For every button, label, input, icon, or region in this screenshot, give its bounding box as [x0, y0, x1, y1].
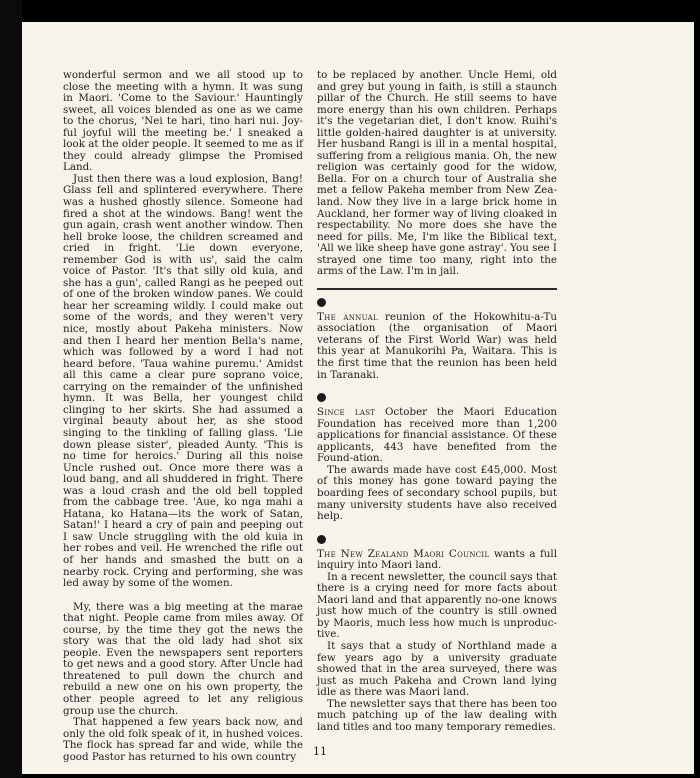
left-column	[63, 70, 303, 763]
news-text: reunion of the Hokowhitu-a-Tu association (the organisation of Maori veterans of the First World War) was held this year at Manukorihi Pa, Waitara. This is the first time that the reunion has been held in Taranaki.	[317, 310, 557, 381]
news-lead: The New Zealand Maori Council	[317, 547, 490, 560]
right-column	[317, 70, 557, 733]
news-paragraph: It says that a study of Northland made a few years ago by a university graduate showed that in the area surveyed, there was just as much Pakeha and Crown land lying idle as there was Maori land.	[317, 639, 557, 699]
news-item-education	[317, 407, 557, 465]
magazine-page	[22, 22, 694, 774]
news-text: October the Maori Education Foundation has received more than 1,200 applications for financial assistance. Of these applicants, 443 have benefited from the Found-ation.	[317, 406, 558, 465]
news-lead: Since last	[317, 406, 376, 419]
page-number: 11	[313, 745, 327, 758]
bullet-dot-icon	[317, 393, 326, 402]
page-edge-shadow	[694, 0, 700, 778]
news-paragraph: The awards made have cost £45,000. Most of this money has gone toward paying the boarding fees of secondary school pupils, but many university students have also received help.	[317, 463, 557, 523]
story-paragraph: My, there was a big meeting at the marae that night. People came from miles away. Of course, by the time they got the news the story was that the old lady had shot six people. Even the newspapers sent reporters to get news and a good story. After Uncle had threatened to pull down the church and rebuild a new one on his own property, the other people agreed to let any religious group use the church.	[63, 600, 303, 717]
story-paragraph: wonderful sermon and we all stood up to close the meeting with a hymn. It was sung in Maori. 'Come to the Saviour.' Hauntingly sweet, all voices blended as one as we came to the chorus, 'Nei te hari, tino hari nui. Joy-ful joyful will the meeting be.' I sneaked a look at the older people. It seemed to me as if they could already glimpse the Promised Land.	[63, 69, 303, 174]
news-text: wants a full inquiry into Maori land.	[317, 547, 557, 572]
news-lead: The annual	[317, 310, 378, 323]
bullet-dot-icon	[317, 298, 326, 307]
news-item-maori-council	[317, 549, 557, 572]
news-paragraph: The newsletter says that there has been too much patching up of the law dealing with land titles and too many temporary remedies.	[317, 697, 557, 733]
story-paragraph: to be replaced by another. Uncle Hemi, old and grey but young in faith, is still a staunch pillar of the Church. He still seems to have more energy than his own children. Perhaps it's the vegetarian diet, I don't know. Ruihi's little golden-haired daughter is at university. Her husband Rangi is ill in a mental hospital, suffering from a religious mania. Oh, the new religion was certainly good for the widow, Bella. For on a church tour of Australia she met a fellow Pakeha member from New Zea-land. Now they live in a large brick home in Auckland, her former way of living cloaked in respectability. No more does she have the need for pills. Me, I'm like the Biblical text, 'All we like sheep have gone astray'. You see I strayed one time too many, right into the arms of the Law. I'm in jail.	[317, 69, 557, 278]
book-binding-shadow	[0, 0, 22, 778]
bullet-dot-icon	[317, 535, 326, 544]
section-divider	[317, 288, 557, 290]
news-item-reunion	[317, 312, 557, 381]
story-paragraph: That happened a few years back now, and only the old folk speak of it, in hushed voices. The flock has spread far and wide, while the good Pastor has returned to his own country	[63, 716, 303, 763]
news-paragraph: In a recent newsletter, the council says that there is a crying need for more facts about Maori land and that apparently no-one knows just how much of the country is still owned by Maoris, much less how much is unproduc-tive.	[317, 570, 557, 641]
story-paragraph: Just then there was a loud explosion, Bang! Glass fell and splintered everywhere. There was a hushed ghostly silence. Someone had fired a shot at the windows. Bang! went the gun again, crash went another window. Then hell broke loose, the children screamed and cried in fright. 'Lie down everyone, remember God is with us', said the calm voice of Pastor. 'It's that silly old kuia, and she has a gun', called Rangi as he peeped out of one of the broken window panes. We could hear her screaming wildly. I could make out some of the words, and they weren't very nice, mostly about Pakeha ministers. Now and then I heard her mention Bella's name, which was followed by a word I had not heard before. 'Taua wahine puremu.' Amidst all this came a clear pure soprano voice, carrying on the remainder of the unfinished hymn. It was Bella, her youngest child clinging to her skirts. She had assumed a virginal beauty about her, as she stood singing to the tinkling of falling glass. 'Lie down please sister', pleaded Aunty. 'This is no time for heroics.' During all this noise Uncle rushed out. Once more there was a loud bang, and all shuddered in fright. There was a loud crash and the old bell toppled from the cabbage tree. 'Aue, ko nga mahi a Hatana, ko Hatana—its the work of Satan, Satan!' I heard a cry of pain and peeping out I saw Uncle struggling with the old kuia in her robes and veil. He wrenched the rifle out of her hands and smashed the butt on a nearby rock. Crying and performing, she was led away by some of the women.	[63, 172, 303, 590]
